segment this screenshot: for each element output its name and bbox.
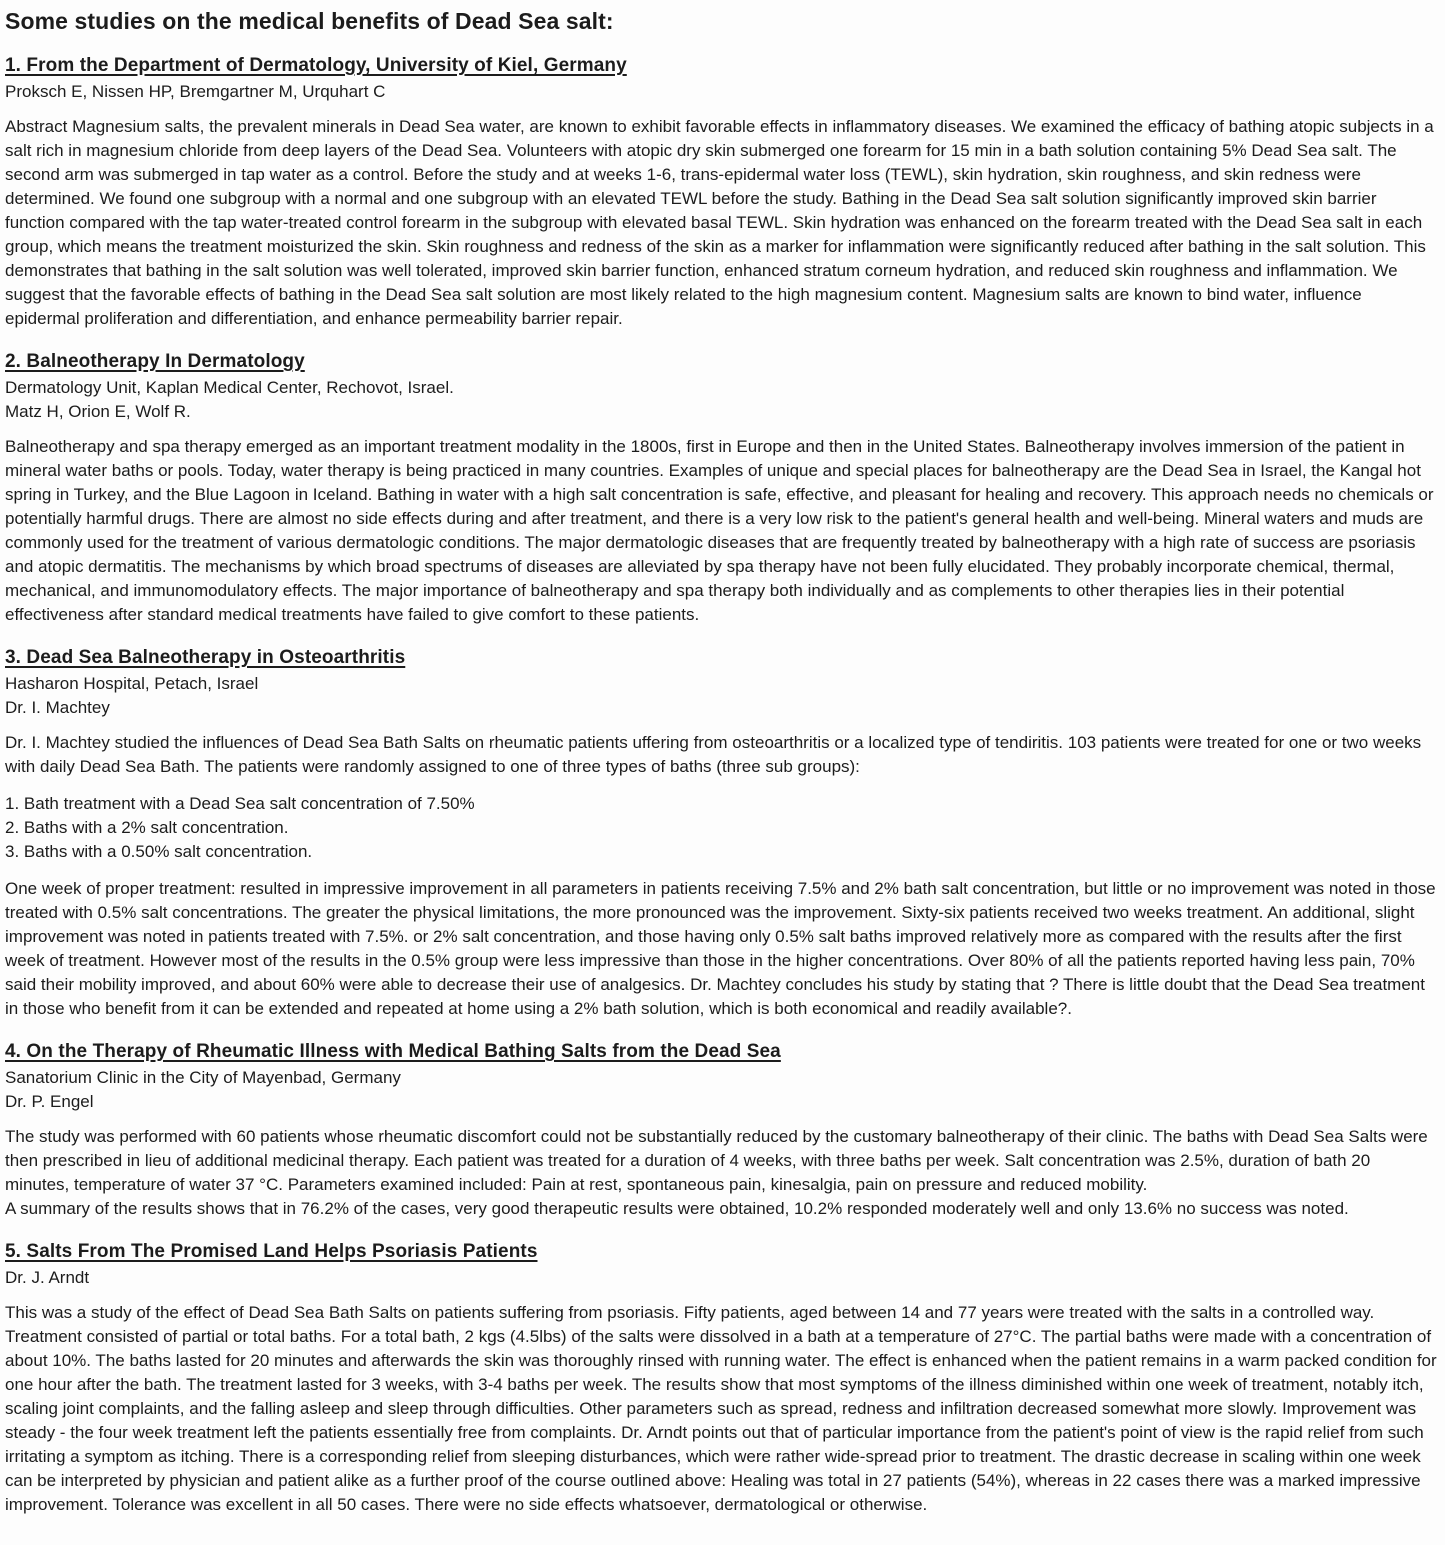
section-5-abstract: This was a study of the effect of Dead Sea Bath Salts on patients suffering from psoriasis. Fifty patients, aged between 14 and 77 years were treated with the salts in a controlled way. Treatment consisted of partial or total baths. For a total bath, 2 kgs (4.5lbs) of the salts were dissolved in a bath at a temperature of 27°C. The partial baths were made with a concentration of about 10%. The baths lasted for 20 minutes and afterwards the skin was thoroughly rinsed with running water. The effect is enhanced when the patient remains in a warm packed condition for one hour after the bath. The treatment lasted for 3 weeks, with 3-4 baths per week. The results show that most symptoms of the illness diminished within one week of treatment, notably itch, scaling joint complaints, and the falling asleep and sleep through difficulties. Other parameters such as spread, redness and infiltration decreased somewhat more slowly. Improvement was steady - the four week treatment left the patients essentially free from complaints. Dr. Arndt points out that of particular importance from the patient's point of view is the rapid relief from such irritating a symptom as itching. There is a corresponding relief from sleeping disturbances, which were rather wide-spread prior to treatment. The drastic decrease in scaling within one week can be interpreted by physician and patient alike as a further proof of the course outlined above: Healing was total in 27 patients (54%), whereas in 22 cases there was a marked impressive improvement. Tolerance was excellent in all 50 cases. There were no side effects whatsoever, dermatological or otherwise.	[5, 1303, 1437, 1514]
list-item: 3. Baths with a 0.50% salt concentration.	[5, 842, 313, 861]
study-section-1	[5, 55, 1439, 331]
section-3-intro: Dr. I. Machtey studied the influences of Dead Sea Bath Salts on rheumatic patients uffering from osteoarthritis or a localized type of tendiritis. 103 patients were treated for one or two weeks with daily Dead Sea Bath. The patients were randomly assigned to one of three types of baths (three sub groups):	[5, 733, 1422, 776]
section-2-abstract: Balneotherapy and spa therapy emerged as an important treatment modality in the 1800s, first in Europe and then in the United States. Balneotherapy involves immersion of the patient in mineral water baths or pools. Today, water therapy is being practiced in many countries. Examples of unique and special places for balneotherapy are the Dead Sea in Israel, the Kangal hot spring in Turkey, and the Blue Lagoon in Iceland. Bathing in water with a high salt concentration is safe, effective, and pleasant for healing and recovery. This approach needs no chemicals or potentially harmful drugs. There are almost no side effects during and after treatment, and there is a very low risk to the patient's general health and well-being. Mineral waters and muds are commonly used for the treatment of various dermatologic conditions. The major dermatologic diseases that are frequently treated by balneotherapy with a high rate of success are psoriasis and atopic dermatitis. The mechanisms by which broad spectrums of diseases are alleviated by spa therapy have not been fully elucidated. They probably incorporate chemical, thermal, mechanical, and immunomodulatory effects. The major importance of balneotherapy and spa therapy both individually and as complements to other therapies lies in their potential effectiveness after standard medical treatments have failed to give comfort to these patients.	[5, 437, 1434, 624]
study-section-5	[5, 1241, 1439, 1517]
section-4-abstract: The study was performed with 60 patients whose rheumatic discomfort could not be substantially reduced by the customary balneotherapy of their clinic. The baths with Dead Sea Salts were then prescribed in lieu of additional medicinal therapy. Each patient was treated for a duration of 4 weeks, with three baths per week. Salt concentration was 2.5%, duration of bath 20 minutes, temperature of water 37 °C. Parameters examined included: Pain at rest, spontaneous pain, kinesalgia, pain on pressure and reduced mobility.	[5, 1127, 1428, 1194]
list-item: 1. Bath treatment with a Dead Sea salt concentration of 7.50%	[5, 794, 475, 813]
section-1-authors: Proksch E, Nissen HP, Bremgartner M, Urquhart C	[5, 82, 386, 101]
bath-groups-list	[5, 792, 1439, 864]
section-5-author: Dr. J. Arndt	[5, 1268, 90, 1287]
section-4-affiliation: Sanatorium Clinic in the City of Mayenbad, Germany	[5, 1068, 401, 1087]
section-2-authors: Matz H, Orion E, Wolf R.	[5, 402, 191, 421]
section-4-author: Dr. P. Engel	[5, 1092, 94, 1111]
study-section-4	[5, 1041, 1439, 1221]
section-4-summary: A summary of the results shows that in 76.2% of the cases, very good therapeutic results were obtained, 10.2% responded moderately well and only 13.6% no success was noted.	[5, 1199, 1349, 1218]
list-item: 2. Baths with a 2% salt concentration.	[5, 818, 289, 837]
section-3-affiliation: Hasharon Hospital, Petach, Israel	[5, 674, 259, 693]
section-1-abstract: Abstract Magnesium salts, the prevalent minerals in Dead Sea water, are known to exhibit favorable effects in inflammatory diseases. We examined the efficacy of bathing atopic subjects in a salt rich in magnesium chloride from deep layers of the Dead Sea. Volunteers with atopic dry skin submerged one forearm for 15 min in a bath solution containing 5% Dead Sea salt. The second arm was submerged in tap water as a control. Before the study and at weeks 1-6, trans-epidermal water loss (TEWL), skin hydration, skin roughness, and skin redness were determined. We found one subgroup with a normal and one subgroup with an elevated TEWL before the study. Bathing in the Dead Sea salt solution significantly improved skin barrier function compared with the tap water-treated control forearm in the subgroup with elevated basal TEWL. Skin hydration was enhanced on the forearm treated with the Dead Sea salt in each group, which means the treatment moisturized the skin. Skin roughness and redness of the skin as a marker for inflammation were significantly reduced after bathing in the salt solution. This demonstrates that bathing in the salt solution was well tolerated, improved skin barrier function, enhanced stratum corneum hydration, and reduced skin roughness and inflammation. We suggest that the favorable effects of bathing in the Dead Sea salt solution are most likely related to the high magnesium content. Magnesium salts are known to bind water, influence epidermal proliferation and differentiation, and enhance permeability barrier repair.	[5, 117, 1434, 328]
section-3-author: Dr. I. Machtey	[5, 698, 110, 717]
section-2-heading: 2. Balneotherapy In Dermatology	[5, 351, 305, 372]
section-3-results: One week of proper treatment: resulted in impressive improvement in all parameters in patients receiving 7.5% and 2% bath salt concentration, but little or no improvement was noted in those treated with 0.5% salt concentrations. The greater the physical limitations, the more pronounced was the improvement. Sixty-six patients received two weeks treatment. An additional, slight improvement was noted in patients treated with 7.5%. or 2% salt concentration, and those having only 0.5% salt baths improved relatively more as compared with the results after the first week of treatment. However most of the results in the 0.5% group were less impressive than those in the higher concentrations. Over 80% of all the patients reported having less pain, 70% said their mobility improved, and about 60% were able to decrease their use of analgesics. Dr. Machtey concludes his study by stating that ? There is little doubt that the Dead Sea treatment in those who benefit from it can be extended and repeated at home using a 2% bath solution, which is both economical and readily available?.	[5, 879, 1436, 1018]
section-2-affiliation: Dermatology Unit, Kaplan Medical Center, Rechovot, Israel.	[5, 378, 454, 397]
study-section-3	[5, 647, 1439, 1021]
section-1-heading: 1. From the Department of Dermatology, University of Kiel, Germany	[5, 55, 627, 76]
section-3-heading: 3. Dead Sea Balneotherapy in Osteoarthritis	[5, 647, 406, 668]
section-5-heading: 5. Salts From The Promised Land Helps Psoriasis Patients	[5, 1241, 538, 1262]
section-4-heading: 4. On the Therapy of Rheumatic Illness with Medical Bathing Salts from the Dead Sea	[5, 1041, 781, 1062]
page-title: Some studies on the medical benefits of Dead Sea salt:	[5, 8, 614, 34]
study-section-2	[5, 351, 1439, 627]
